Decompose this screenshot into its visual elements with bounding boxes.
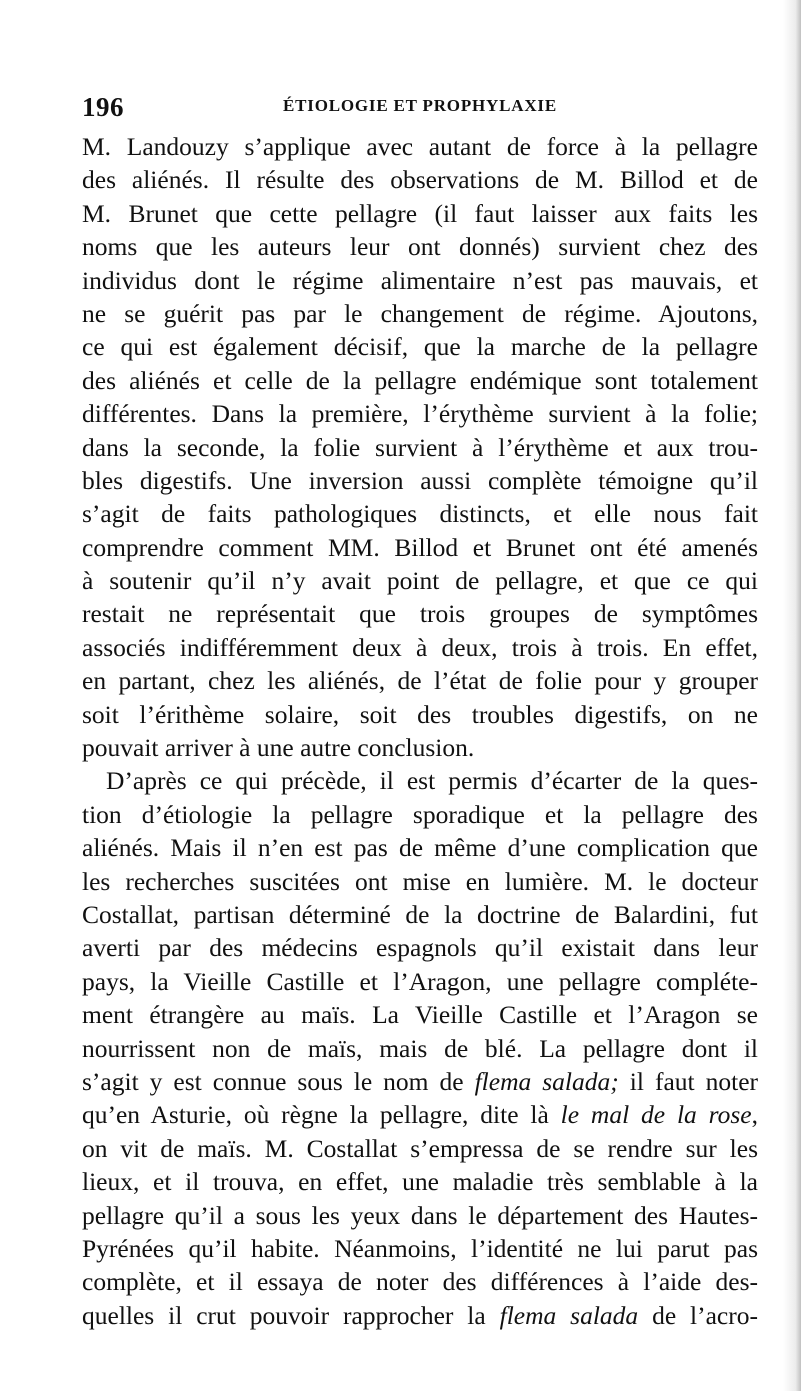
text-line: aliénés. Mais il n’en est pas de même d’une complication que bbox=[82, 833, 758, 863]
text-line: dans la seconde, la folie survient à l’érythème et aux trou- bbox=[82, 432, 758, 462]
text-line: différentes. Dans la première, l’érythème survient à la folie; bbox=[82, 399, 758, 429]
text-line: associés indifféremment deux à deux, trois à trois. En effet, bbox=[82, 632, 758, 662]
text-line bbox=[82, 1065, 758, 1098]
text-line: les recherches suscitées ont mise en lumière. M. le docteur bbox=[82, 866, 758, 896]
text-line: on vit de maïs. M. Costallat s’empressa de se rendre sur les bbox=[82, 1133, 758, 1163]
text-line: averti par des médecins espagnols qu’il existait dans leur bbox=[82, 933, 758, 963]
text-line bbox=[82, 1098, 758, 1131]
text-line: bles digestifs. Une inversion aussi complète témoigne qu’il bbox=[82, 465, 758, 495]
page-header bbox=[82, 92, 758, 122]
italic-term: flema salada; bbox=[474, 1066, 619, 1096]
text-line: ne se guérit pas par le changement de régime. Ajoutons, bbox=[82, 298, 758, 328]
text-line: individus dont le régime alimentaire n’est pas mauvais, et bbox=[82, 265, 758, 295]
text-line: Costallat, partisan déterminé de la doctrine de Balardini, fut bbox=[82, 899, 758, 929]
text-segment: , bbox=[751, 1100, 758, 1130]
text-line: tion d’étiologie la pellagre sporadique et la pellagre des bbox=[82, 799, 758, 829]
text-line: pellagre qu’il a sous les yeux dans le département des Hautes- bbox=[82, 1200, 758, 1230]
text-line: complète, et il essaya de noter des différences à l’aide des- bbox=[82, 1267, 758, 1297]
running-title: ÉTIOLOGIE ET PROPHYLAXIE bbox=[283, 96, 557, 115]
text-line: s’agit de faits pathologiques distincts, et elle nous fait bbox=[82, 499, 758, 529]
text-line: noms que les auteurs leur ont donnés) survient chez des bbox=[82, 232, 758, 262]
italic-term: le mal de la rose bbox=[560, 1100, 752, 1130]
text-segment: qu’en Asturie, où règne la pellagre, dite là bbox=[82, 1100, 561, 1130]
text-line: nourrissent non de maïs, mais de blé. La pellagre dont il bbox=[82, 1033, 758, 1063]
text-segment: de l’acro- bbox=[638, 1300, 758, 1330]
text-line bbox=[82, 1299, 758, 1332]
body-text bbox=[82, 130, 758, 1332]
page-number: 196 bbox=[82, 92, 124, 122]
text-line: M. Brunet que cette pellagre (il faut laisser aux faits les bbox=[82, 198, 758, 228]
text-segment: il faut noter bbox=[618, 1066, 758, 1096]
text-line: à soutenir qu’il n’y avait point de pellagre, et que ce qui bbox=[82, 566, 758, 596]
text-segment: s’agit y est connue sous le nom de bbox=[82, 1066, 475, 1096]
text-line: ce qui est également décisif, que la marche de la pellagre bbox=[82, 332, 758, 362]
paragraph-start-line: D’après ce qui précède, il est permis d’écarter de la ques- bbox=[106, 766, 758, 796]
paragraph-end-line: pouvait arriver à une autre conclusion. bbox=[82, 733, 475, 763]
text-segment: quelles il crut pouvoir rapprocher la bbox=[82, 1300, 500, 1330]
italic-term: flema salada bbox=[499, 1300, 639, 1330]
text-line: soit l’érithème solaire, soit des troubles digestifs, on ne bbox=[82, 699, 758, 729]
text-line: des aliénés et celle de la pellagre endémique sont totalement bbox=[82, 365, 758, 395]
text-line: restait ne représentait que trois groupes de symptômes bbox=[82, 599, 758, 629]
text-line: lieux, et il trouva, en effet, une maladie très semblable à la bbox=[82, 1167, 758, 1197]
text-line: des aliénés. Il résulte des observations de M. Billod et de bbox=[82, 165, 758, 195]
text-line: en partant, chez les aliénés, de l’état de folie pour y grouper bbox=[82, 666, 758, 696]
text-line: Pyrénées qu’il habite. Néanmoins, l’identité ne lui parut pas bbox=[82, 1233, 758, 1263]
text-line: comprendre comment MM. Billod et Brunet ont été amenés bbox=[82, 532, 758, 562]
text-line: pays, la Vieille Castille et l’Aragon, une pellagre compléte- bbox=[82, 966, 758, 996]
text-line: ment étrangère au maïs. La Vieille Castille et l’Aragon se bbox=[82, 1000, 758, 1030]
text-line: M. Landouzy s’applique avec autant de force à la pellagre bbox=[82, 132, 758, 161]
page-edge-shadow bbox=[783, 0, 801, 1391]
